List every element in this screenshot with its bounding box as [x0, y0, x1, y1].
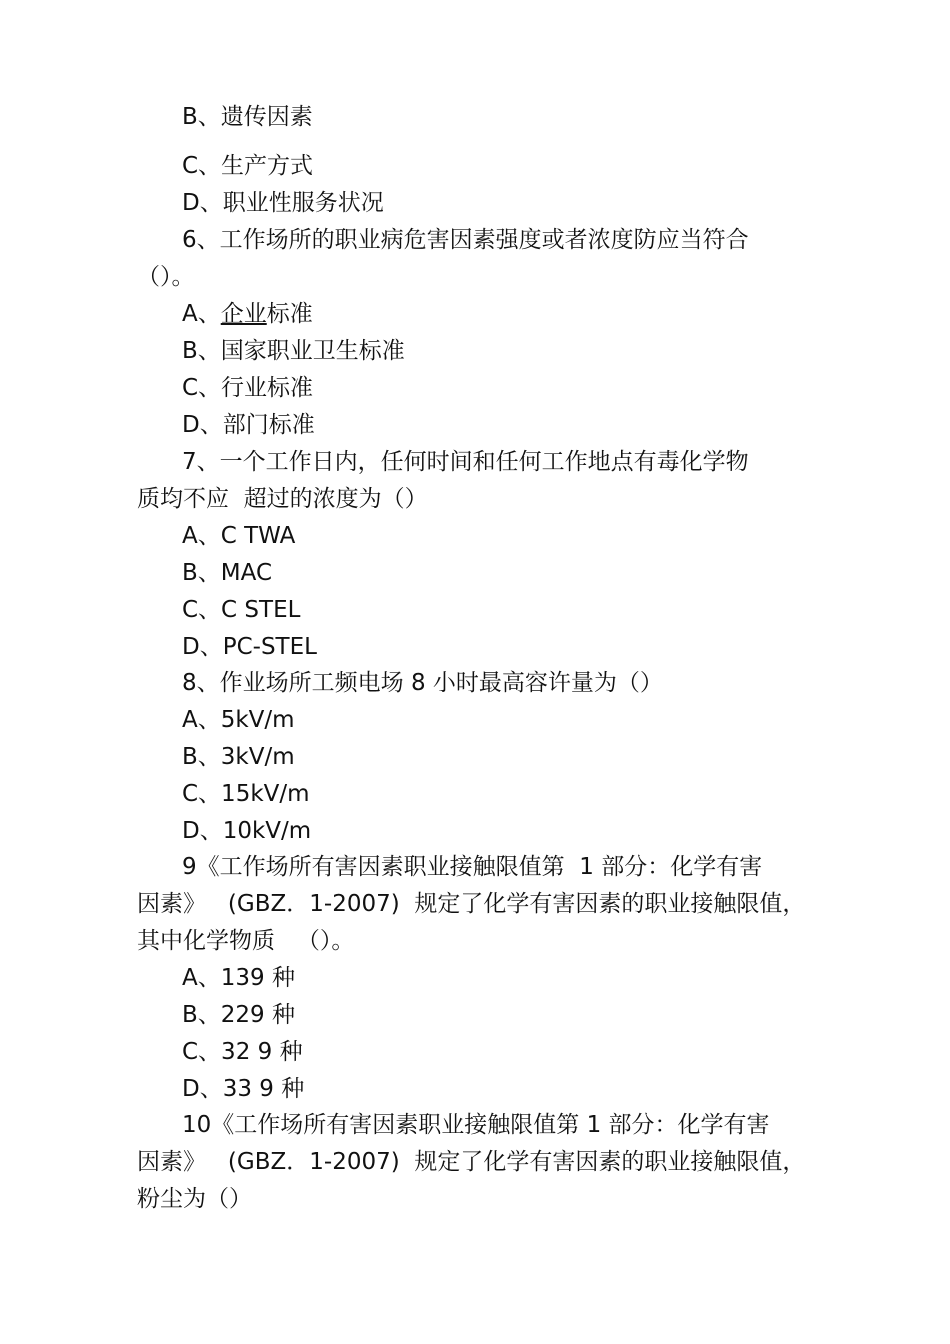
q6-option-a-rest: 标准: [266, 301, 313, 327]
q9-option-d: D、33 9 种: [182, 1076, 305, 1102]
question-7: 7、一个工作日内，任何时间和任何工作地点有毒化学物: [182, 449, 749, 475]
question-6: 6、工作场所的职业病危害因素强度或者浓度防应当符合: [182, 227, 749, 253]
q8-option-d: D、10kV/m: [182, 818, 312, 844]
q7-option-b: B、MAC: [182, 560, 273, 586]
option-c-production: C、生产方式: [182, 153, 314, 179]
q6-option-d: D、部门标准: [182, 412, 315, 438]
question-10: 10《工作场所有害因素职业接触限值第 1 部分：化学有害: [182, 1112, 770, 1138]
question-6-cont: （）。: [137, 264, 195, 290]
question-9: 9《工作场所有害因素职业接触限值第 1 部分：化学有害: [182, 854, 763, 880]
question-9-cont-2: 其中化学物质 （）。: [137, 928, 355, 954]
q6-option-a: [182, 299, 313, 329]
q9-option-c: C、32 9 种: [182, 1039, 303, 1065]
question-9-cont-1: 因素》 (GBZ．1-2007) 规定了化学有害因素的职业接触限值，: [137, 891, 806, 917]
option-d-service: D、职业性服务状况: [182, 190, 384, 216]
question-10-cont-1: 因素》 (GBZ．1-2007) 规定了化学有害因素的职业接触限值，: [137, 1149, 806, 1175]
q8-option-a: A、5kV/m: [182, 707, 295, 733]
q6-option-a-sep: 、: [197, 301, 221, 327]
q9-option-a: A、139 种: [182, 965, 295, 991]
q6-option-b: B、国家职业卫生标准: [182, 338, 405, 364]
q6-option-a-letter: A: [182, 301, 198, 327]
question-10-cont-2: 粉尘为（）: [137, 1186, 252, 1212]
option-b-genetic: B、遗传因素: [182, 104, 313, 130]
q8-option-b: B、3kV/m: [182, 744, 295, 770]
q7-option-a: A、C TWA: [182, 523, 296, 549]
q7-option-d: D、PC-STEL: [182, 634, 317, 660]
question-7-cont: 质均不应 超过的浓度为（）: [137, 486, 428, 512]
q6-option-a-underlined: 企业: [220, 301, 267, 327]
q9-option-b: B、229 种: [182, 1002, 295, 1028]
q8-option-c: C、15kV/m: [182, 781, 310, 807]
q6-option-c: C、行业标准: [182, 375, 314, 401]
question-8: 8、作业场所工频电场 8 小时最高容许量为（）: [182, 670, 663, 696]
q7-option-c: C、C STEL: [182, 597, 301, 623]
